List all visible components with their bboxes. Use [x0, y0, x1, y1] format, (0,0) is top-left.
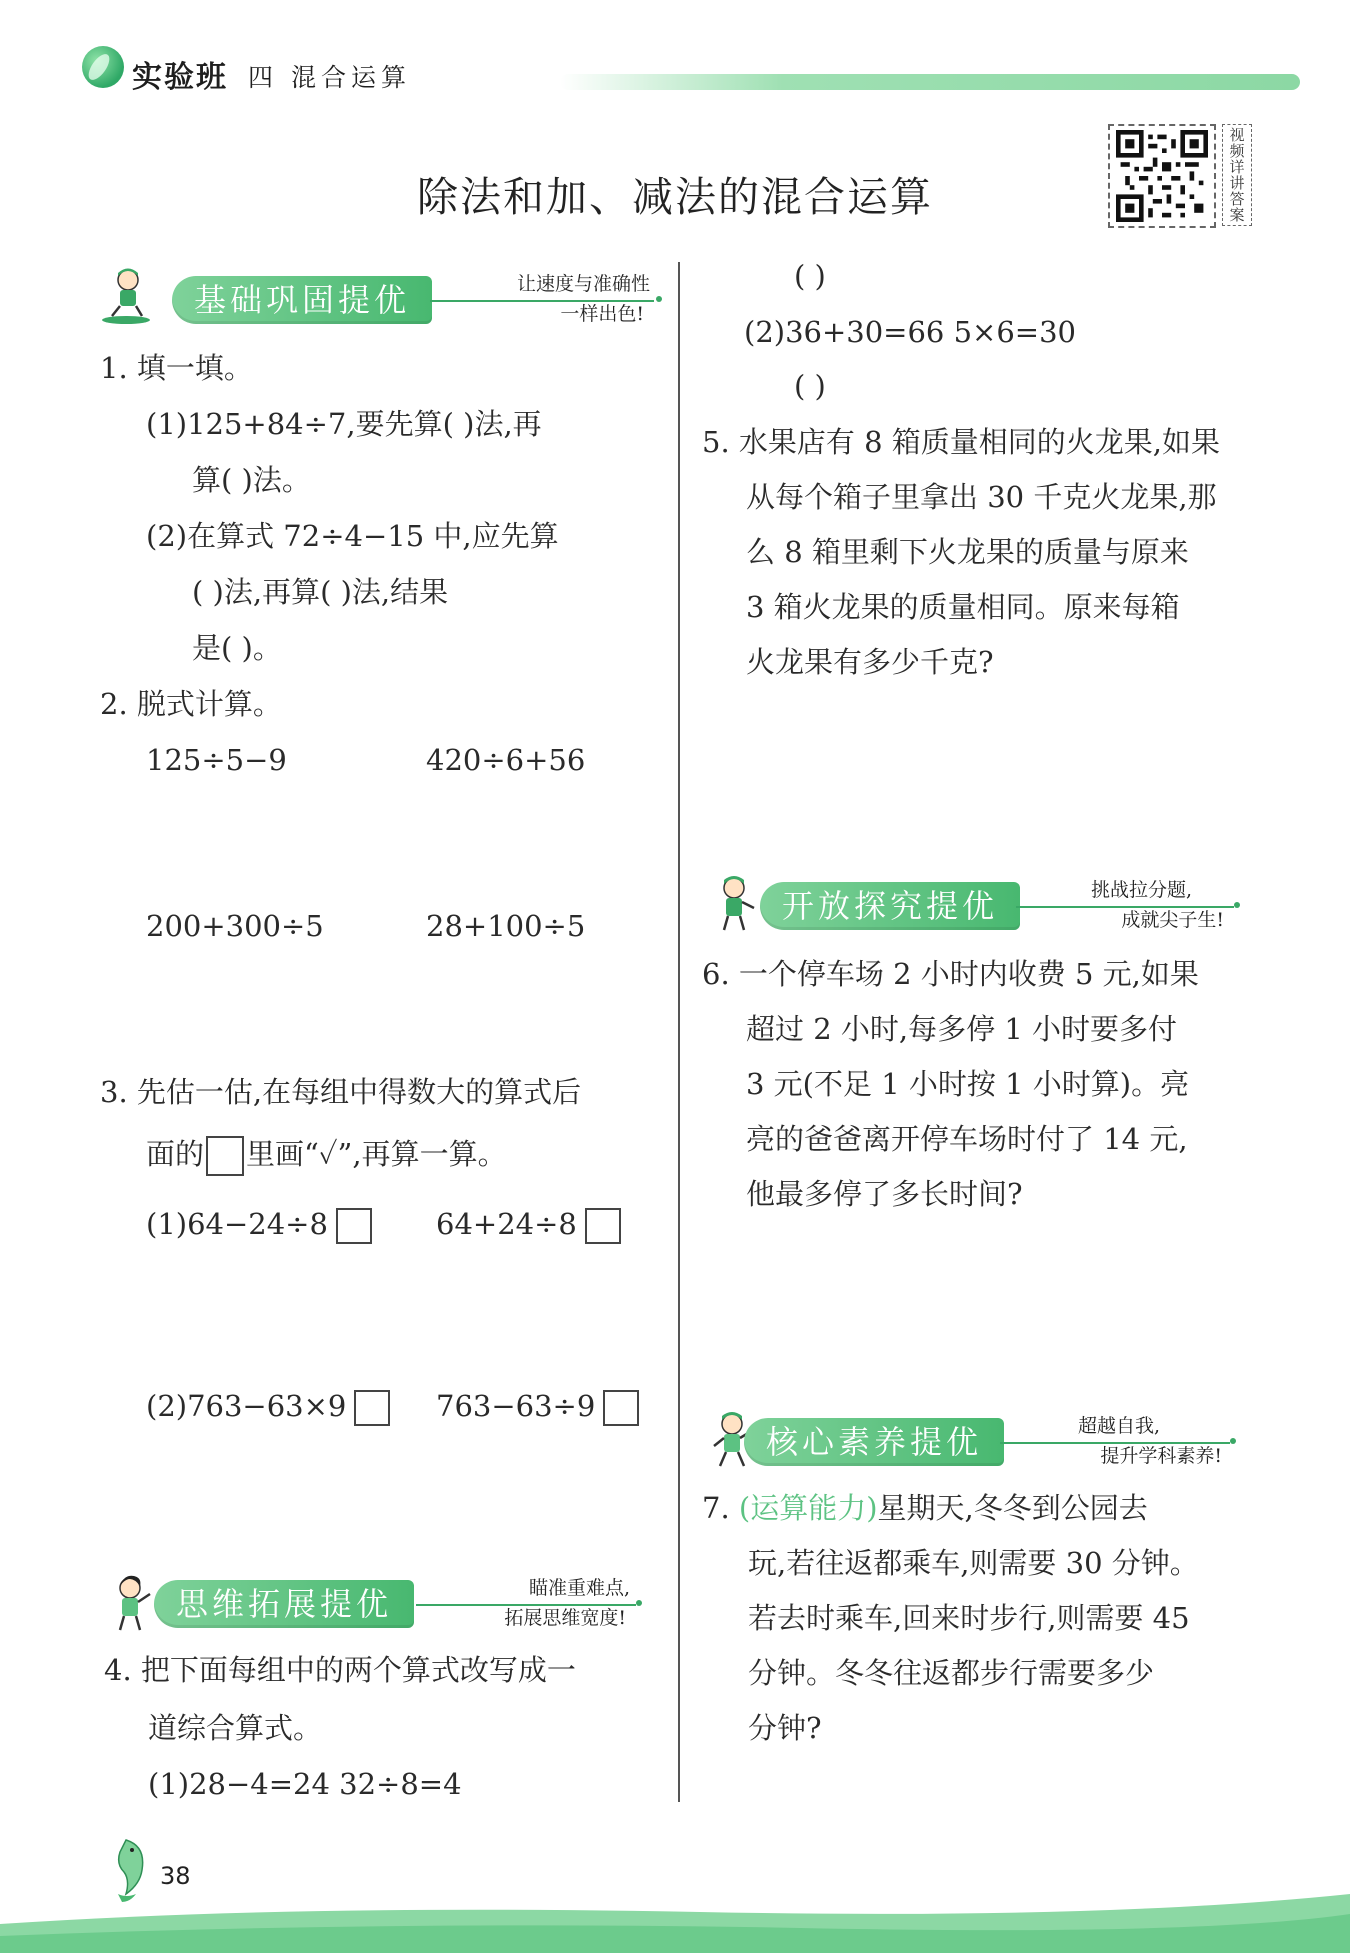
- banner-basic: [98, 273, 664, 325]
- q3-2-b-text: 763−63÷9: [436, 1389, 596, 1423]
- banner-core-label: 核心素养提优: [744, 1418, 1004, 1466]
- q3-1-a: [146, 1206, 372, 1244]
- banner-explore-dot: [1234, 902, 1240, 908]
- banner-thinking-slogan1: 瞄准重难点,: [528, 1577, 630, 1599]
- q4-1-answer-paren[interactable]: ( ): [794, 259, 826, 293]
- q1-1-line2: 算( )法。: [192, 463, 311, 497]
- answer-box-q3-1-a[interactable]: [336, 1208, 372, 1244]
- banner-explore-label: 开放探究提优: [760, 882, 1020, 930]
- q3-2-a: [146, 1388, 390, 1426]
- column-divider: [678, 262, 680, 1802]
- q5-line2: 从每个箱子里拿出 30 千克火龙果,那: [746, 480, 1217, 514]
- q5-line5: 火龙果有多少千克?: [746, 645, 994, 679]
- banner-thinking-underline: [416, 1604, 636, 1606]
- banner-basic-label: 基础巩固提优: [172, 276, 432, 324]
- mascot-girl-icon: [104, 1574, 160, 1634]
- header-stripe: [560, 74, 1300, 90]
- banner-thinking-dot: [636, 1600, 642, 1606]
- q6-line1: 6. 一个停车场 2 小时内收费 5 元,如果: [702, 957, 1199, 991]
- banner-basic-slogan1: 让速度与准确性: [516, 273, 650, 295]
- q4-1: (1)28−4=24 32÷8=4: [148, 1767, 462, 1801]
- banner-explore-slogan1: 挑战拉分题,: [1090, 879, 1192, 901]
- chapter-title: 四 混合运算: [248, 63, 411, 92]
- q7-line3: 若去时乘车,回来时步行,则需要 45: [748, 1601, 1190, 1635]
- q3-1-b-text: 64+24÷8: [436, 1207, 577, 1241]
- brand-name: 实验班: [132, 60, 228, 95]
- answer-box-q3-1-b[interactable]: [585, 1208, 621, 1244]
- q6-line4: 亮的爸爸离开停车场时付了 14 元,: [746, 1122, 1188, 1156]
- page-title: 除法和加、减法的混合运算: [417, 173, 933, 221]
- q3-1-b: [436, 1206, 621, 1244]
- q6-line5: 他最多停了多长时间?: [746, 1177, 1023, 1211]
- qr-label: 视频详讲答案: [1222, 124, 1252, 226]
- q1-2-line2: ( )法,再算( )法,结果: [192, 575, 449, 609]
- q1-2-line3: 是( )。: [192, 631, 282, 665]
- answer-box-sample: [206, 1136, 244, 1176]
- q3-line2: [146, 1136, 507, 1176]
- q4-2-answer-paren[interactable]: ( ): [794, 369, 826, 403]
- q7-line2: 玩,若往返都乘车,则需要 30 分钟。: [748, 1546, 1199, 1580]
- q6-line2: 超过 2 小时,每多停 1 小时要多付: [746, 1012, 1177, 1046]
- banner-thinking: [104, 1577, 644, 1629]
- answer-box-q3-2-a[interactable]: [354, 1390, 390, 1426]
- q1-1-line1: (1)125+84÷7,要先算( )法,再: [146, 407, 542, 441]
- banner-explore-slogan2: 成就尖子生!: [1121, 909, 1224, 931]
- banner-core-dot: [1230, 1438, 1236, 1444]
- q3-line2-a: 面的: [146, 1137, 205, 1171]
- q7-number: 7.: [702, 1491, 730, 1525]
- q6-line3: 3 元(不足 1 小时按 1 小时算)。亮: [746, 1067, 1190, 1101]
- banner-core-slogan1: 超越自我,: [1077, 1415, 1160, 1437]
- leaf-logo-icon: [82, 46, 124, 88]
- banner-core-slogan2: 提升学科素养!: [1100, 1445, 1222, 1467]
- q1-2-line1: (2)在算式 72÷4−15 中,应先算: [146, 519, 559, 553]
- dolphin-icon: [96, 1836, 156, 1906]
- q2-expr-b: 420÷6+56: [426, 743, 586, 777]
- footer-wave: [0, 1884, 1350, 1953]
- qr-code-icon[interactable]: [1108, 124, 1216, 228]
- mascot-boy-icon: [706, 874, 762, 934]
- banner-basic-slogan2: 一样出色!: [560, 303, 644, 325]
- mascot-skateboard-icon: [98, 266, 154, 326]
- answer-box-q3-2-b[interactable]: [603, 1390, 639, 1426]
- banner-basic-underline: [430, 300, 654, 302]
- banner-explore: [706, 879, 1246, 931]
- q5-line4: 3 箱火龙果的质量相同。原来每箱: [746, 590, 1180, 624]
- q5-line3: 么 8 箱里剩下火龙果的质量与原来: [746, 535, 1189, 569]
- q7-tag: (运算能力): [738, 1491, 878, 1525]
- q1-title: 1. 填一填。: [100, 351, 253, 385]
- q7-line1-rest: 星期天,冬冬到公园去: [877, 1491, 1148, 1525]
- q7-line4: 分钟。冬冬往返都步行需要多少: [748, 1656, 1155, 1690]
- page-number: 38: [160, 1862, 191, 1890]
- q7-line5: 分钟?: [748, 1711, 822, 1745]
- q4-line2: 道综合算式。: [148, 1711, 323, 1745]
- q2-expr-d: 28+100÷5: [426, 909, 586, 943]
- banner-basic-dot: [656, 296, 662, 302]
- q7-line1: [702, 1490, 1148, 1526]
- banner-thinking-slogan2: 拓展思维宽度!: [504, 1607, 626, 1629]
- q4-line1: 4. 把下面每组中的两个算式改写成一: [104, 1653, 576, 1687]
- q2-expr-c: 200+300÷5: [146, 909, 324, 943]
- q4-2: (2)36+30=66 5×6=30: [744, 315, 1076, 349]
- banner-thinking-label: 思维拓展提优: [154, 1580, 414, 1628]
- q3-1-a-text: (1)64−24÷8: [146, 1207, 328, 1241]
- q3-2-a-text: (2)763−63×9: [146, 1389, 347, 1423]
- q3-line2-b: 里画“✓”,再算一算。: [246, 1137, 507, 1171]
- banner-explore-underline: [1016, 906, 1234, 908]
- banner-core-underline: [1000, 1442, 1230, 1444]
- banner-core: [704, 1415, 1244, 1467]
- q3-2-b: [436, 1388, 639, 1426]
- q3-line1: 3. 先估一估,在每组中得数大的算式后: [100, 1075, 582, 1109]
- q2-expr-a: 125÷5−9: [146, 743, 287, 777]
- q5-line1: 5. 水果店有 8 箱质量相同的火龙果,如果: [702, 425, 1220, 459]
- q2-title: 2. 脱式计算。: [100, 687, 282, 721]
